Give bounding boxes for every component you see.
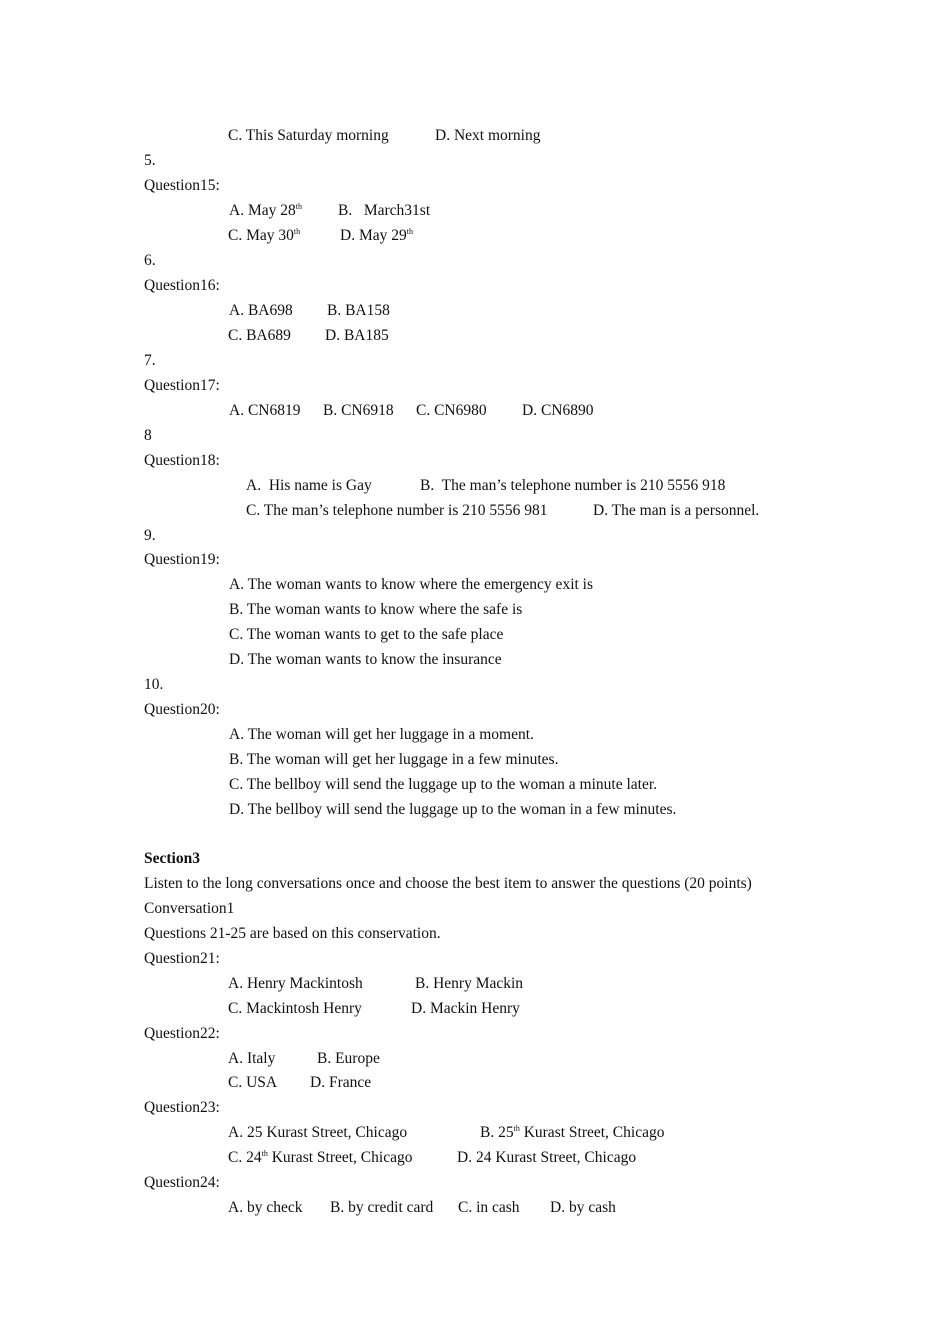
section-3-instructions: Listen to the long conversations once and choose the best item to answer the questions (20 points) [144, 875, 752, 892]
q14-option-d: D. Next morning [435, 127, 541, 144]
q20-option-d: D. The bellboy will send the luggage up to the woman in a few minutes. [229, 801, 677, 818]
item-number-6: 6. [144, 252, 156, 269]
q24-option-d: D. by cash [550, 1199, 616, 1216]
q24-option-a: A. by check [228, 1199, 303, 1216]
question-18-label: Question18: [144, 452, 220, 469]
q17-option-a: A. CN6819 [229, 402, 301, 419]
item-number-8: 8 [144, 427, 152, 444]
question-20-label: Question20: [144, 701, 220, 718]
conversation-title: Conversation1 [144, 900, 235, 917]
q22-option-b: B. Europe [317, 1050, 380, 1067]
q20-option-c: C. The bellboy will send the luggage up to the woman a minute later. [229, 776, 658, 793]
question-19-label: Question19: [144, 551, 220, 568]
question-23-label: Question23: [144, 1099, 220, 1116]
item-number-9: 9. [144, 527, 156, 544]
q16-option-b: B. BA158 [327, 302, 390, 319]
q21-option-d: D. Mackin Henry [411, 1000, 520, 1017]
q19-option-d: D. The woman wants to know the insurance [229, 651, 502, 668]
q17-option-d: D. CN6890 [522, 402, 594, 419]
item-number-7: 7. [144, 352, 156, 369]
q17-option-c: C. CN6980 [416, 402, 487, 419]
question-21-label: Question21: [144, 950, 220, 967]
q19-option-a: A. The woman wants to know where the emergency exit is [229, 576, 594, 593]
q16-option-d: D. BA185 [325, 327, 389, 344]
q18-option-c: C. The man’s telephone number is 210 5556 981 [246, 502, 548, 519]
q16-option-c: C. BA689 [228, 327, 291, 344]
q19-option-c: C. The woman wants to get to the safe place [229, 626, 504, 643]
q23-option-c: C. 24th Kurast Street, Chicago [228, 1149, 413, 1166]
q21-option-a: A. Henry Mackintosh [228, 975, 363, 992]
q15-option-b: B. March31st [338, 202, 431, 219]
question-15-label: Question15: [144, 177, 220, 194]
q21-option-c: C. Mackintosh Henry [228, 1000, 362, 1017]
q20-option-b: B. The woman will get her luggage in a few minutes. [229, 751, 559, 768]
q21-option-b: B. Henry Mackin [415, 975, 524, 992]
question-16-label: Question16: [144, 277, 220, 294]
q24-option-b: B. by credit card [330, 1199, 434, 1216]
q16-option-a: A. BA698 [229, 302, 293, 319]
question-22-label: Question22: [144, 1025, 220, 1042]
q23-option-b: B. 25th Kurast Street, Chicago [480, 1124, 665, 1141]
q17-option-b: B. CN6918 [323, 402, 394, 419]
item-number-5: 5. [144, 152, 156, 169]
q23-option-d: D. 24 Kurast Street, Chicago [457, 1149, 637, 1166]
q18-option-d: D. The man is a personnel. [593, 502, 760, 519]
q23-option-a: A. 25 Kurast Street, Chicago [228, 1124, 408, 1141]
q15-option-a: A. May 28th [229, 202, 302, 219]
q14-option-c: C. This Saturday morning [228, 127, 389, 144]
q15-option-c: C. May 30th [228, 227, 301, 244]
question-24-label: Question24: [144, 1174, 220, 1191]
question-17-label: Question17: [144, 377, 220, 394]
q18-option-b: B. The man’s telephone number is 210 5556 918 [420, 477, 726, 494]
conversation-intro: Questions 21-25 are based on this conservation. [144, 925, 441, 942]
q22-option-c: C. USA [228, 1074, 278, 1091]
q22-option-a: A. Italy [228, 1050, 276, 1067]
item-number-10: 10. [144, 676, 164, 693]
q15-option-d: D. May 29th [340, 227, 413, 244]
section-3-title: Section3 [144, 850, 200, 867]
q20-option-a: A. The woman will get her luggage in a moment. [229, 726, 534, 743]
q18-option-a: A. His name is Gay [246, 477, 372, 494]
q22-option-d: D. France [310, 1074, 372, 1091]
q19-option-b: B. The woman wants to know where the safe is [229, 601, 523, 618]
q24-option-c: C. in cash [458, 1199, 520, 1216]
